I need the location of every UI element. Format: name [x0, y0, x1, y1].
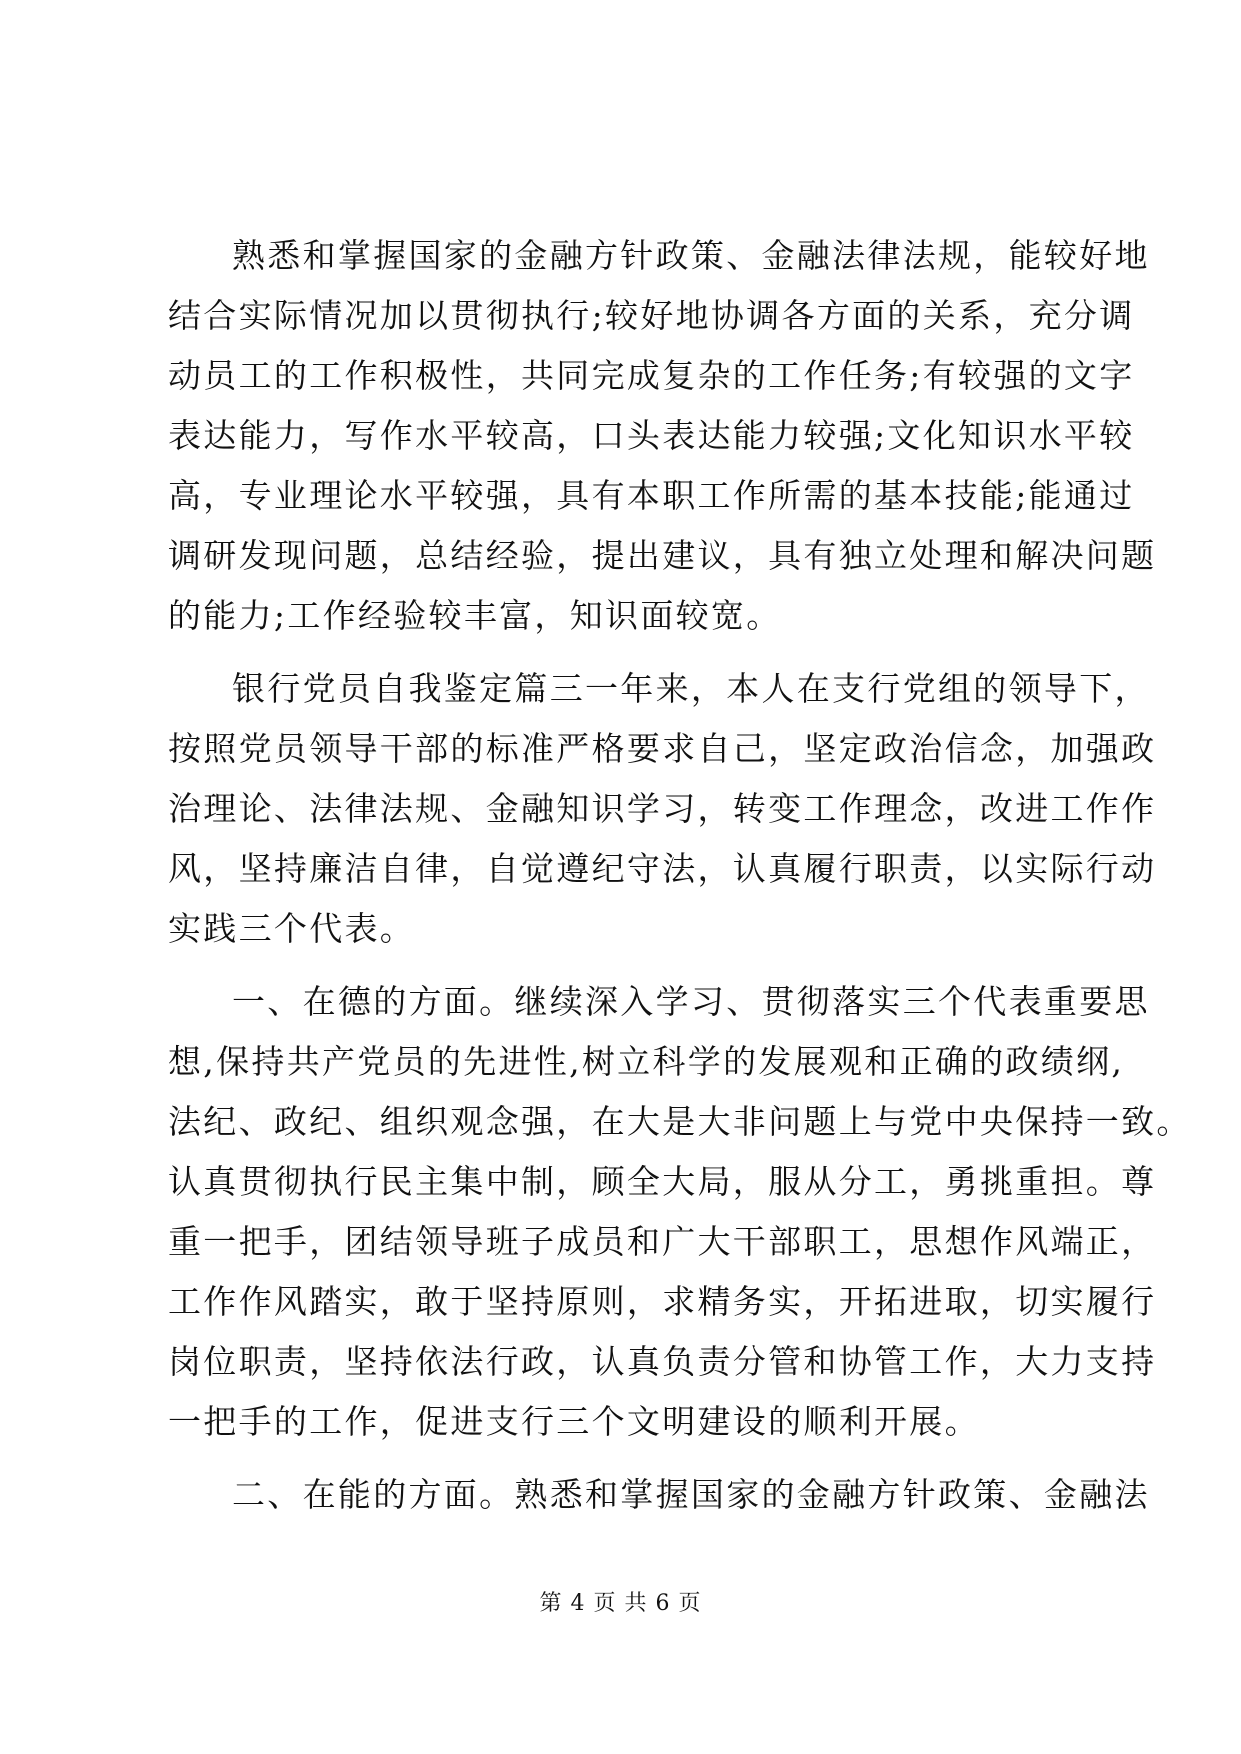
paragraph-2-line-4: 风，坚持廉洁自律，自觉遵纪守法，认真履行职责，以实际行动: [168, 849, 1157, 888]
paragraph-2-line-1: 银行党员自我鉴定篇三一年来，本人在支行党组的领导下，: [232, 669, 1150, 708]
paragraph-2-line-3: 治理论、法律法规、金融知识学习，转变工作理念，改进工作作: [168, 789, 1157, 828]
paragraph-1-line-6: 调研发现问题，总结经验，提出建议，具有独立处理和解决问题: [168, 536, 1157, 575]
paragraph-3-line-8: 一把手的工作，促进支行三个文明建设的顺利开展。: [168, 1402, 980, 1441]
paragraph-3-line-6: 工作作风踏实，敢于坚持原则，求精务实，开拓进取，切实履行: [168, 1282, 1157, 1321]
paragraph-gap: [168, 959, 1073, 972]
page-footer: 第 4 页 共 6 页: [539, 1591, 702, 1616]
paragraph-1-line-2: 结合实际情况加以贯彻执行;较好地协调各方面的关系，充分调: [168, 296, 1135, 335]
paragraph-3-line-3: 法纪、政纪、组织观念强，在大是大非问题上与党中央保持一致。: [168, 1102, 1192, 1141]
paragraph-gap: [168, 1452, 1073, 1465]
paragraph-1-line-5: 高，专业理论水平较强，具有本职工作所需的基本技能;能通过: [168, 476, 1135, 515]
paragraph-4-line-1: 二、在能的方面。熟悉和掌握国家的金融方针政策、金融法: [232, 1475, 1150, 1514]
paragraph-1-line-7: 的能力;工作经验较丰富，知识面较宽。: [168, 596, 782, 635]
paragraph-1-line-3: 动员工的工作积极性，共同完成复杂的工作任务;有较强的文字: [168, 356, 1135, 395]
paragraph-2-line-2: 按照党员领导干部的标准严格要求自己，坚定政治信念，加强政: [168, 729, 1157, 768]
paragraph-3-line-1: 一、在德的方面。继续深入学习、贯彻落实三个代表重要思: [232, 982, 1150, 1021]
paragraph-2-line-5: 实践三个代表。: [168, 909, 416, 948]
paragraph-1-line-1: 熟悉和掌握国家的金融方针政策、金融法律法规，能较好地: [232, 236, 1150, 275]
paragraph-3-line-4: 认真贯彻执行民主集中制，顾全大局，服从分工，勇挑重担。尊: [168, 1162, 1157, 1201]
paragraph-gap: [168, 646, 1073, 659]
paragraph-1-line-4: 表达能力，写作水平较高，口头表达能力较强;文化知识水平较: [168, 416, 1135, 455]
paragraph-3-line-2: 想,保持共产党员的先进性,树立科学的发展观和正确的政绩纲,: [168, 1042, 1125, 1081]
paragraph-3-line-7: 岗位职责，坚持依法行政，认真负责分管和协管工作，大力支持: [168, 1342, 1157, 1381]
document-body: [168, 226, 1192, 1525]
paragraph-3-line-5: 重一把手，团结领导班子成员和广大干部职工，思想作风端正，: [168, 1222, 1157, 1261]
